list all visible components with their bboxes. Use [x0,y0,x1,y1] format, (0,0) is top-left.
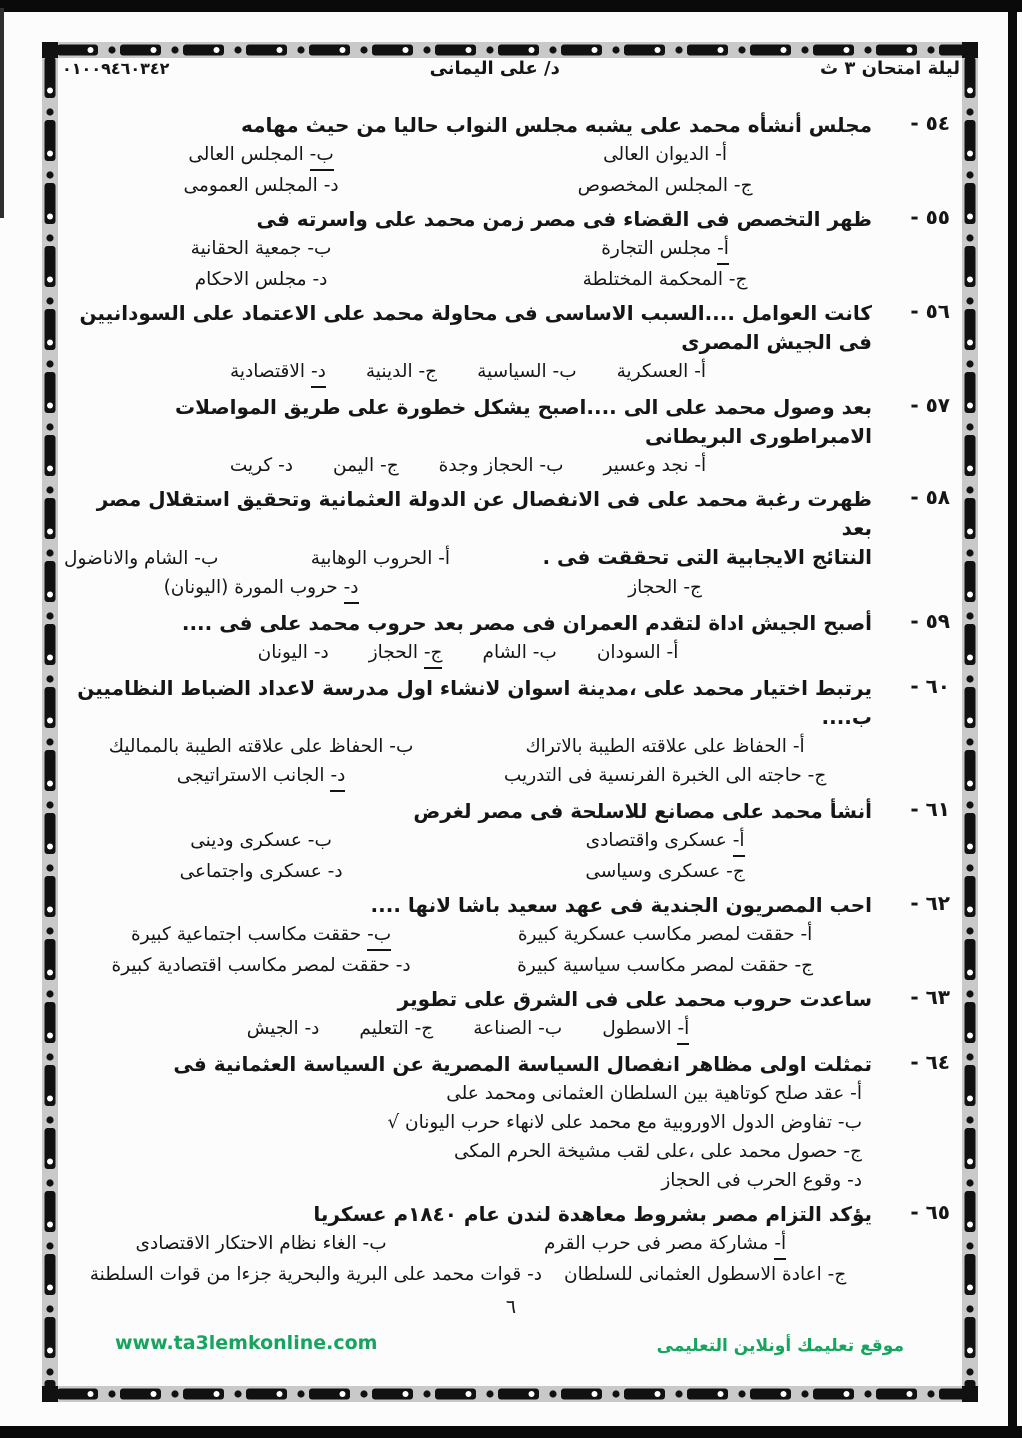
option-text: مجلس التجارة [601,238,712,259]
border-corner [962,42,978,58]
option [359,1014,433,1045]
option-text: التعليم [359,1018,409,1039]
option [458,732,872,761]
question-number: ٥٦ - [910,299,950,323]
option [458,920,872,951]
option-text: نجد وعسير [603,455,689,476]
option-text: الشام [482,642,527,663]
option-text: السياسية [477,361,547,382]
option [64,826,458,857]
option-label: ب- [837,1112,862,1133]
decorative-border-right [962,42,978,1402]
option [64,171,458,200]
option-text: المحكمة المختلطة [582,269,723,290]
option [258,638,329,669]
option-text: الاسطول [602,1018,672,1039]
option-label: د- [312,269,328,290]
option-text: عسكرى وسياسى [585,861,721,882]
option-label: ج- [418,361,438,382]
option-text: حققت لمصر مكاسب عسكرية كبيرة [517,924,795,945]
question-block [64,485,950,604]
question-number: ٥٨ - [910,485,950,509]
question-block [64,205,950,294]
option-text: تفاوض الدول الاوروبية مع محمد على لانهاء حرب اليونان √ [387,1112,833,1133]
option [617,357,706,388]
option-label: د- [344,573,359,604]
option [482,638,556,669]
option-text: جمعية الحقانية [190,238,302,259]
option-label: أ- [717,234,729,265]
option [564,1260,846,1289]
option [458,171,872,200]
option [64,1137,862,1166]
option-text: حققت لمصر مكاسب سياسية كبيرة [517,955,789,976]
option [64,1166,862,1195]
option-label: ج- [683,577,702,598]
question-text: ظهرت رغبة محمد على فى الانفصال عن الدولة العثمانية وتحقيق استقلال مصر بعد [96,487,872,540]
option-label: ج- [726,861,745,882]
option-text: العسكرية [616,361,689,382]
option-label: ب- [389,736,414,757]
option-text: الجانب الاستراتيجى [176,765,325,786]
question-block [64,1200,950,1289]
option [369,638,443,669]
option [477,357,577,388]
option-label: أ- [677,1014,689,1045]
option-text: المجلس العالى [188,144,304,165]
option-label: ب- [307,830,332,851]
questions-list [62,111,960,1289]
option-label: د- [330,761,345,792]
option [333,451,399,480]
options-grid [64,732,872,792]
option-text: مشاركة مصر فى حرب القرم [543,1233,769,1254]
option-label: أ- [438,548,451,569]
option-label: أ- [666,642,679,663]
options-grid [64,573,872,604]
option [64,1079,862,1108]
option [604,451,707,480]
border-corner [42,42,58,58]
option-text: الحفاظ على علاقته الطيبة بالمماليك [108,736,384,757]
question-number: ٦٠ - [910,674,950,698]
option [366,357,437,388]
option-text: كريت [229,455,273,476]
question-text: مجلس أنشأه محمد على يشبه مجلس النواب حاليا من حيث مهامه [241,113,872,137]
option-text: اليونان [257,642,308,663]
option [458,573,872,604]
question-text: النتائج الايجابية التى تحققت فى . [542,545,872,569]
option-label: أ- [733,826,745,857]
question-number: ٦١ - [910,797,950,821]
option [64,265,458,294]
option [473,1014,562,1045]
option-text: عقد صلح كوتاهية بين السلطان العثمانى ومحمد على [446,1083,845,1104]
question-block [64,985,950,1045]
question-number: ٦٤ - [910,1050,950,1074]
options-grid [64,1229,872,1260]
option-text: حروب المورة (اليونان) [163,577,338,598]
question-number: ٥٤ - [910,111,950,135]
question-text: يرتبط اختيار محمد على ،مدينة اسوان لانشاء اول مدرسة لاعداد الضباط النظاميين ب.... [77,676,872,729]
option-label: ب- [362,1233,387,1254]
footer-site-name: موقع تعليمك أونلاين التعليمى [656,1336,904,1356]
option-text: الحجاز [368,642,418,663]
option-label: د- [311,357,326,388]
options-list [64,1079,872,1195]
option-text: الدينية [365,361,413,382]
option-text: الحفاظ على علاقته الطيبة بالاتراك [525,736,787,757]
option-label: د- [313,642,329,663]
border-corner [42,1386,58,1402]
option-label: أ- [792,736,805,757]
question-block [64,111,950,200]
option-text: الشام والاناضول [64,548,189,569]
question-block [64,609,950,669]
page-content [62,58,960,1294]
option-text: قوات محمد على البرية والبحرية جزءا من قوات السلطنة [89,1264,522,1285]
option [602,1014,689,1045]
option-text: الحجاز وجدة [438,455,534,476]
option [64,951,458,980]
options-row [64,451,872,480]
option [458,234,872,265]
option-text: حاجته الى الخبرة الفرنسية فى التدريب [503,765,802,786]
option-text: حققت لمصر مكاسب اقتصادية كبيرة [111,955,390,976]
decorative-border-left [42,42,58,1402]
option-text: الحجاز [628,577,678,598]
option-text: الاقتصادية [229,361,306,382]
options-row [64,638,872,669]
footer-page-number: ٦ [505,1296,517,1318]
question-block [64,797,950,886]
question-text: تمثلت اولى مظاهر انفصال السياسة المصرية عن السياسة العثمانية فى [173,1052,872,1076]
option-label: ب- [532,642,557,663]
option [64,1108,862,1137]
option-text: الحروب الوهابية [310,548,433,569]
option [64,140,458,171]
question-number: ٥٧ - [910,393,950,417]
question-text: كانت العوامل ....السبب الاساسى فى محاولة محمد على الاعتماد على السودانيين فى الجيش المصرى [79,301,872,354]
option-label: أ- [800,924,813,945]
options-grid [64,920,872,980]
question-text: احب المصريون الجندية فى عهد سعيد باشا لانها .... [370,893,872,917]
option [311,544,450,573]
option [458,857,872,886]
question-block [64,299,950,388]
option-label: ج- [380,455,399,476]
option-text: وقوع الحرب فى الحجاز [661,1170,842,1191]
option [64,1229,458,1260]
question-text: ظهر التخصص فى القضاء فى مصر زمن محمد على واسرته فى [256,207,872,231]
option [439,451,564,480]
option-label: ج- [843,1141,862,1162]
question-number: ٦٣ - [910,985,950,1009]
option [247,1014,320,1045]
option-text: حصول محمد على ،على لقب مشيخة الحرم المكى [453,1141,838,1162]
option-label: أ- [715,144,728,165]
header-doctor-name: د/ على اليمانى [429,58,560,79]
option-label: ج- [424,638,443,669]
scan-edge-left [0,8,4,218]
question-number: ٥٩ - [910,609,950,633]
option [458,265,872,294]
option-label: ج- [807,765,827,786]
option-label: د- [395,955,411,976]
option [90,1260,542,1289]
option-label: ج- [794,955,814,976]
option-text: الجيش [246,1018,299,1039]
question-text: ساعدت حروب محمد على فى الشرق على تطوير [397,987,872,1011]
option [64,573,458,604]
question-block [64,393,950,480]
option [64,732,458,761]
page-header [62,58,960,79]
question-number: ٦٢ - [910,891,950,915]
option-label: د- [847,1170,862,1191]
scan-edge-top [0,0,1022,12]
question-text: أصبح الجيش اداة لتقدم العمران فى مصر بعد حروب محمد على فى .... [181,611,872,635]
question-text: أنشأ محمد على مصانع للاسلحة فى مصر لغرض [413,799,872,823]
scan-edge-right [1008,0,1017,1438]
decorative-border-top [42,42,978,58]
options-row [64,357,872,388]
question-block [64,891,950,980]
option-label: ج- [733,175,753,196]
scan-edge-bottom [0,1426,1022,1438]
option-label: أ- [694,455,707,476]
header-exam-title: ليلة امتحان ٣ ث [819,58,960,79]
options-row [64,1014,872,1045]
option-text: المجلس العمومى [183,175,318,196]
decorative-border-bottom [42,1386,978,1402]
option-text: اعادة الاسطول العثمانى للسلطان [564,1264,822,1285]
option-label: أ- [694,361,707,382]
option [64,761,458,792]
option-text: مجلس الاحكام [194,269,307,290]
option-label: ج- [827,1264,847,1285]
option-text: عسكرى واقتصادى [585,830,727,851]
option-label: د- [527,1264,543,1285]
option-label: ب- [538,1018,563,1039]
option [230,451,293,480]
option-label: أ- [774,1229,786,1260]
option-label: ج- [728,269,748,290]
option-text: الديوان العالى [603,144,710,165]
option-text: حققت مكاسب اجتماعية كبيرة [130,924,362,945]
border-corner [962,1386,978,1402]
option [230,357,326,388]
option [64,234,458,265]
options-row [64,1260,872,1289]
option [458,140,872,171]
option-text: المجلس المخصوص [577,175,729,196]
option [458,826,872,857]
option-text: اليمن [332,455,375,476]
option-label: ج- [414,1018,434,1039]
option [64,920,458,951]
option-label: د- [304,1018,320,1039]
question-block [64,1050,950,1195]
option [458,951,872,980]
options-grid [64,234,872,294]
header-phone-number: ٠١٠٠٩٤٦٠٣٤٢ [62,59,170,78]
question-text: بعد وصول محمد على الى ....اصبح يشكل خطورة على طريق المواصلات الامبراطورى البريطانى [175,395,872,448]
option [64,544,218,573]
option-text: عسكرى واجتماعى [179,861,322,882]
question-text-continued-row [64,543,872,573]
question-number: ٦٥ - [910,1200,950,1224]
option [458,761,872,792]
question-block [64,674,950,792]
question-text: يؤكد التزام مصر بشروط معاهدة لندن عام ١٨٤٠م عسكريا [313,1202,872,1226]
option-label: ب- [539,455,564,476]
option-label: ب- [367,920,391,951]
option-text: الغاء نظام الاحتكار الاقتصادى [135,1233,357,1254]
option-label: ب- [194,548,219,569]
option-label: ب- [552,361,577,382]
option-label: أ- [850,1083,862,1104]
option-text: عسكرى ودينى [190,830,302,851]
option-label: د- [323,175,339,196]
options-grid [64,826,872,886]
option-label: ب- [310,140,334,171]
footer-website-url: www.ta3lemkonline.com [115,1332,378,1354]
option-label: د- [327,861,343,882]
option-text: السودان [596,642,661,663]
option [64,857,458,886]
option-label: د- [278,455,293,476]
option [597,638,679,669]
option-text: الصناعة [473,1018,533,1039]
option [458,1229,872,1260]
option-label: ب- [307,238,332,259]
options-grid [64,140,872,200]
question-number: ٥٥ - [910,205,950,229]
